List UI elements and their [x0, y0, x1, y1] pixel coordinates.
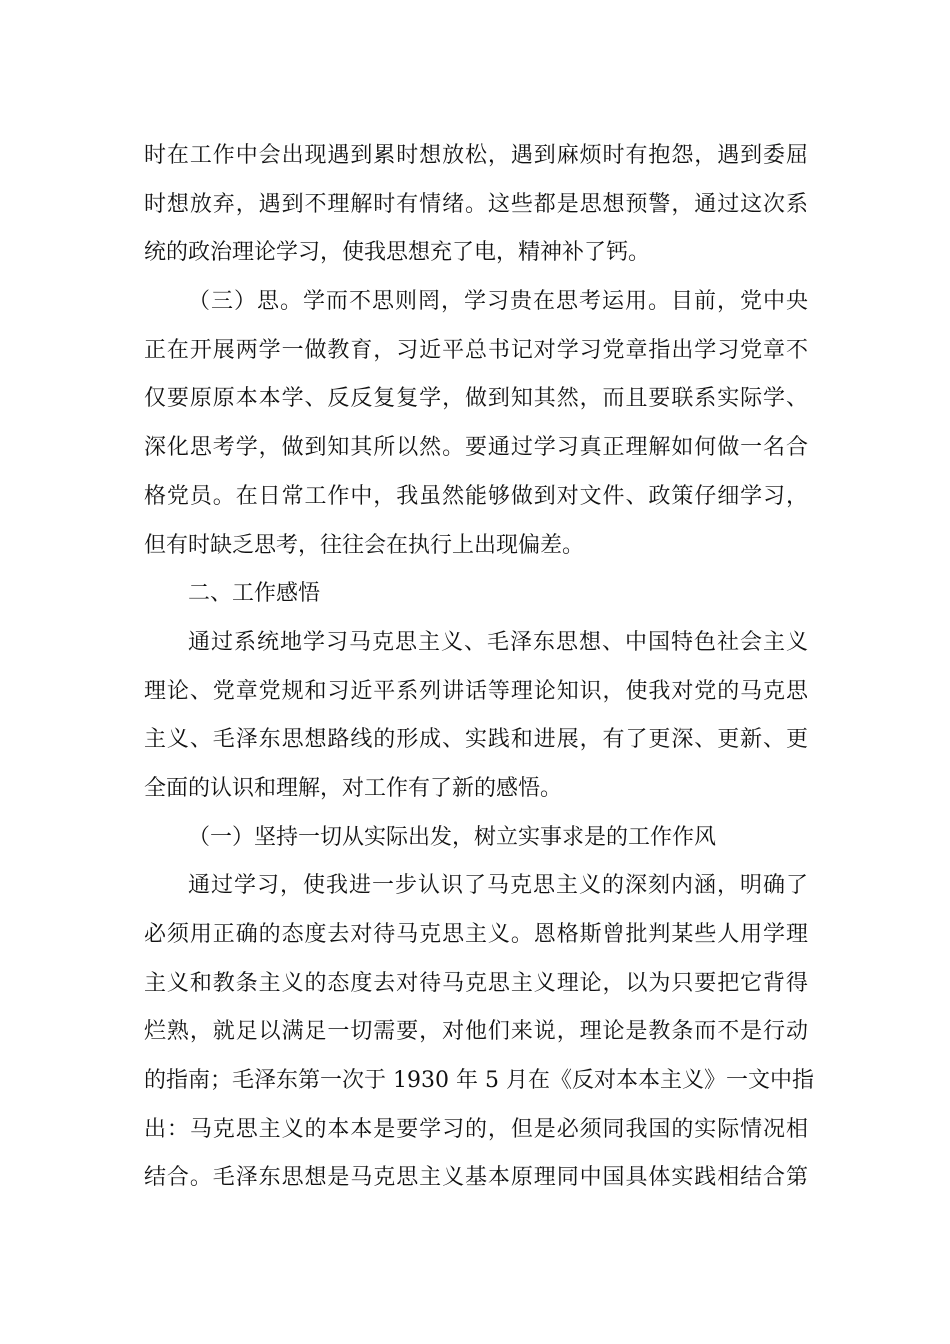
- text-line: 时在工作中会出现遇到累时想放松，遇到麻烦时有抱怨，遇到委屈: [144, 143, 808, 168]
- text-line: 但有时缺乏思考，往往会在执行上出现偏差。: [144, 532, 585, 558]
- text-line: 通过系统地学习马克思主义、毛泽东思想、中国特色社会主义: [188, 629, 808, 655]
- text-line: 理论、党章党规和习近平系列讲话等理论知识，使我对党的马克思: [144, 678, 808, 704]
- text-line: 格党员。在日常工作中，我虽然能够做到对文件、政策仔细学习，: [144, 483, 808, 509]
- text-line: 通过学习，使我进一步认识了马克思主义的深刻内涵，明确了: [188, 873, 808, 899]
- text-line: 仅要原原本本学、反反复复学，做到知其然，而且要联系实际学、: [144, 386, 808, 412]
- text-line: 正在开展两学一做教育，习近平总书记对学习党章指出学习党章不: [144, 337, 808, 363]
- section-heading: 二、工作感悟: [188, 581, 321, 607]
- text-line: 必须用正确的态度去对待马克思主义。恩格斯曾批判某些人用学理: [144, 922, 808, 947]
- text-line: 的指南；毛泽东第一次于 1930 年 5 月在《反对本本主义》一文中指: [144, 1068, 814, 1094]
- subsection-heading: （一）坚持一切从实际出发，树立实事求是的工作作风: [188, 824, 717, 850]
- text-line: （三）思。学而不思则罔，学习贵在思考运用。目前，党中央: [188, 289, 808, 315]
- text-line: 结合。毛泽东思想是马克思主义基本原理同中国具体实践相结合第: [144, 1165, 808, 1191]
- document-body: [144, 132, 814, 1203]
- text-line: 主义、毛泽东思想路线的形成、实践和进展，有了更深、更新、更: [144, 727, 808, 753]
- text-line: 时想放弃，遇到不理解时有情绪。这些都是思想预警，通过这次系: [144, 191, 808, 217]
- text-line: 深化思考学，做到知其所以然。要通过学习真正理解如何做一名合: [144, 435, 808, 461]
- text-line: 全面的认识和理解，对工作有了新的感悟。: [144, 775, 563, 801]
- text-line: 统的政治理论学习，使我思想充了电，精神补了钙。: [144, 240, 651, 266]
- text-line: 主义和教条主义的态度去对待马克思主义理论，以为只要把它背得: [144, 970, 808, 996]
- text-line: 出：马克思主义的本本是要学习的，但是必须同我国的实际情况相: [144, 1116, 808, 1142]
- text-line: 烂熟，就足以满足一切需要，对他们来说，理论是教条而不是行动: [144, 1019, 808, 1045]
